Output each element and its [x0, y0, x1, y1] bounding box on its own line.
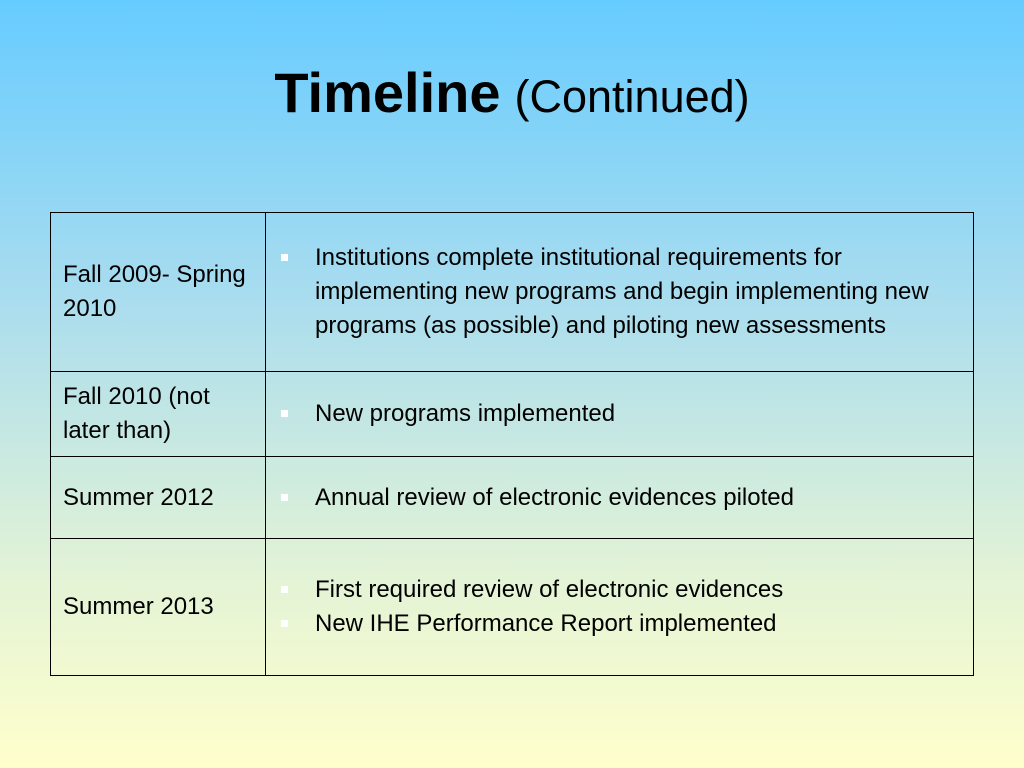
list-item — [278, 481, 963, 515]
timeline-table — [50, 212, 974, 676]
list-item — [278, 397, 963, 431]
square-bullet-icon — [281, 254, 288, 261]
bullet-list — [278, 481, 963, 515]
date-cell — [51, 372, 266, 457]
date-label: Summer 2013 — [63, 593, 214, 620]
event-text: First required review of electronic evidences — [315, 576, 784, 603]
date-label: Fall 2009- Spring 2010 — [63, 261, 246, 322]
event-text: New programs implemented — [315, 400, 616, 427]
date-cell — [51, 213, 266, 372]
list-item — [278, 241, 963, 343]
date-cell — [51, 539, 266, 676]
table-row — [51, 372, 974, 457]
event-cell — [266, 539, 974, 676]
title-main: Timeline — [274, 61, 501, 124]
bullet-list — [278, 573, 963, 641]
event-text: New IHE Performance Report implemented — [315, 610, 777, 637]
list-item — [278, 573, 963, 607]
event-cell — [266, 457, 974, 539]
event-text: Annual review of electronic evidences piloted — [315, 483, 794, 511]
square-bullet-icon — [281, 586, 288, 593]
square-bullet-icon — [281, 620, 288, 627]
bullet-list — [278, 397, 963, 431]
table-row — [51, 213, 974, 372]
bullet-list — [278, 241, 963, 343]
table-row — [51, 457, 974, 539]
date-label: Fall 2010 (not later than) — [63, 383, 210, 444]
square-bullet-icon — [281, 494, 288, 501]
list-item — [278, 607, 963, 641]
date-label: Summer 2012 — [63, 483, 214, 511]
date-cell — [51, 457, 266, 539]
square-bullet-icon — [281, 410, 288, 417]
event-cell — [266, 213, 974, 372]
slide-title — [0, 62, 1024, 124]
title-subtitle: (Continued) — [514, 71, 750, 122]
event-cell — [266, 372, 974, 457]
event-text: Institutions complete institutional requirements for implementing new programs and begin implementing new programs (as possible) and piloting new assessments — [315, 244, 929, 339]
table-row — [51, 539, 974, 676]
